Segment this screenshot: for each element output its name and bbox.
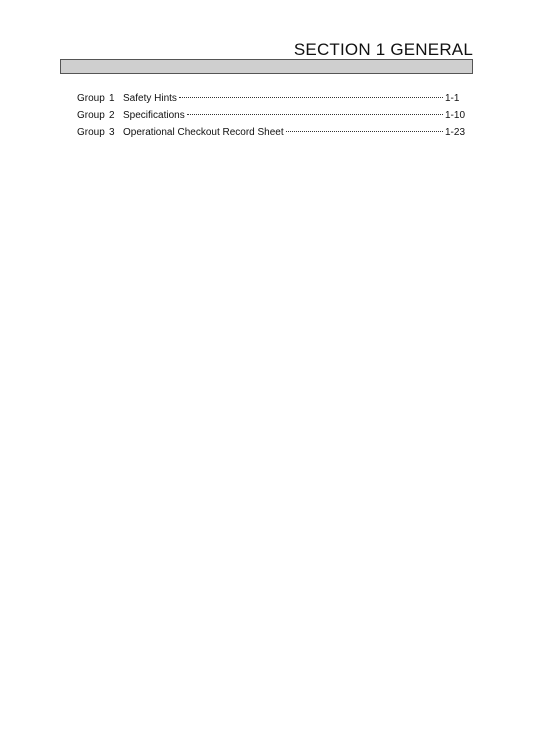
toc-entry[interactable] [77, 110, 467, 127]
toc-group-label: Group [77, 110, 105, 121]
toc-dot-leader [179, 97, 443, 98]
toc-group-number: 2 [109, 110, 115, 121]
toc-entry-title: Specifications [123, 110, 185, 121]
section-title-bar [60, 59, 473, 74]
table-of-contents [77, 93, 467, 144]
toc-group-label: Group [77, 127, 105, 138]
toc-entry-title: Safety Hints [123, 93, 177, 104]
section-title: SECTION 1 GENERAL [293, 40, 473, 59]
toc-page-number: 1-10 [445, 110, 466, 121]
toc-page-number: 1-23 [445, 127, 466, 138]
toc-page-number: 1-1 [445, 93, 460, 104]
toc-group-label: Group [77, 93, 105, 104]
toc-entry[interactable] [77, 93, 467, 110]
toc-group-number: 1 [109, 93, 115, 104]
toc-entry[interactable] [77, 127, 467, 144]
toc-dot-leader [187, 114, 443, 115]
toc-group-number: 3 [109, 127, 115, 138]
toc-entry-title: Operational Checkout Record Sheet [123, 127, 284, 138]
toc-dot-leader [286, 131, 443, 132]
